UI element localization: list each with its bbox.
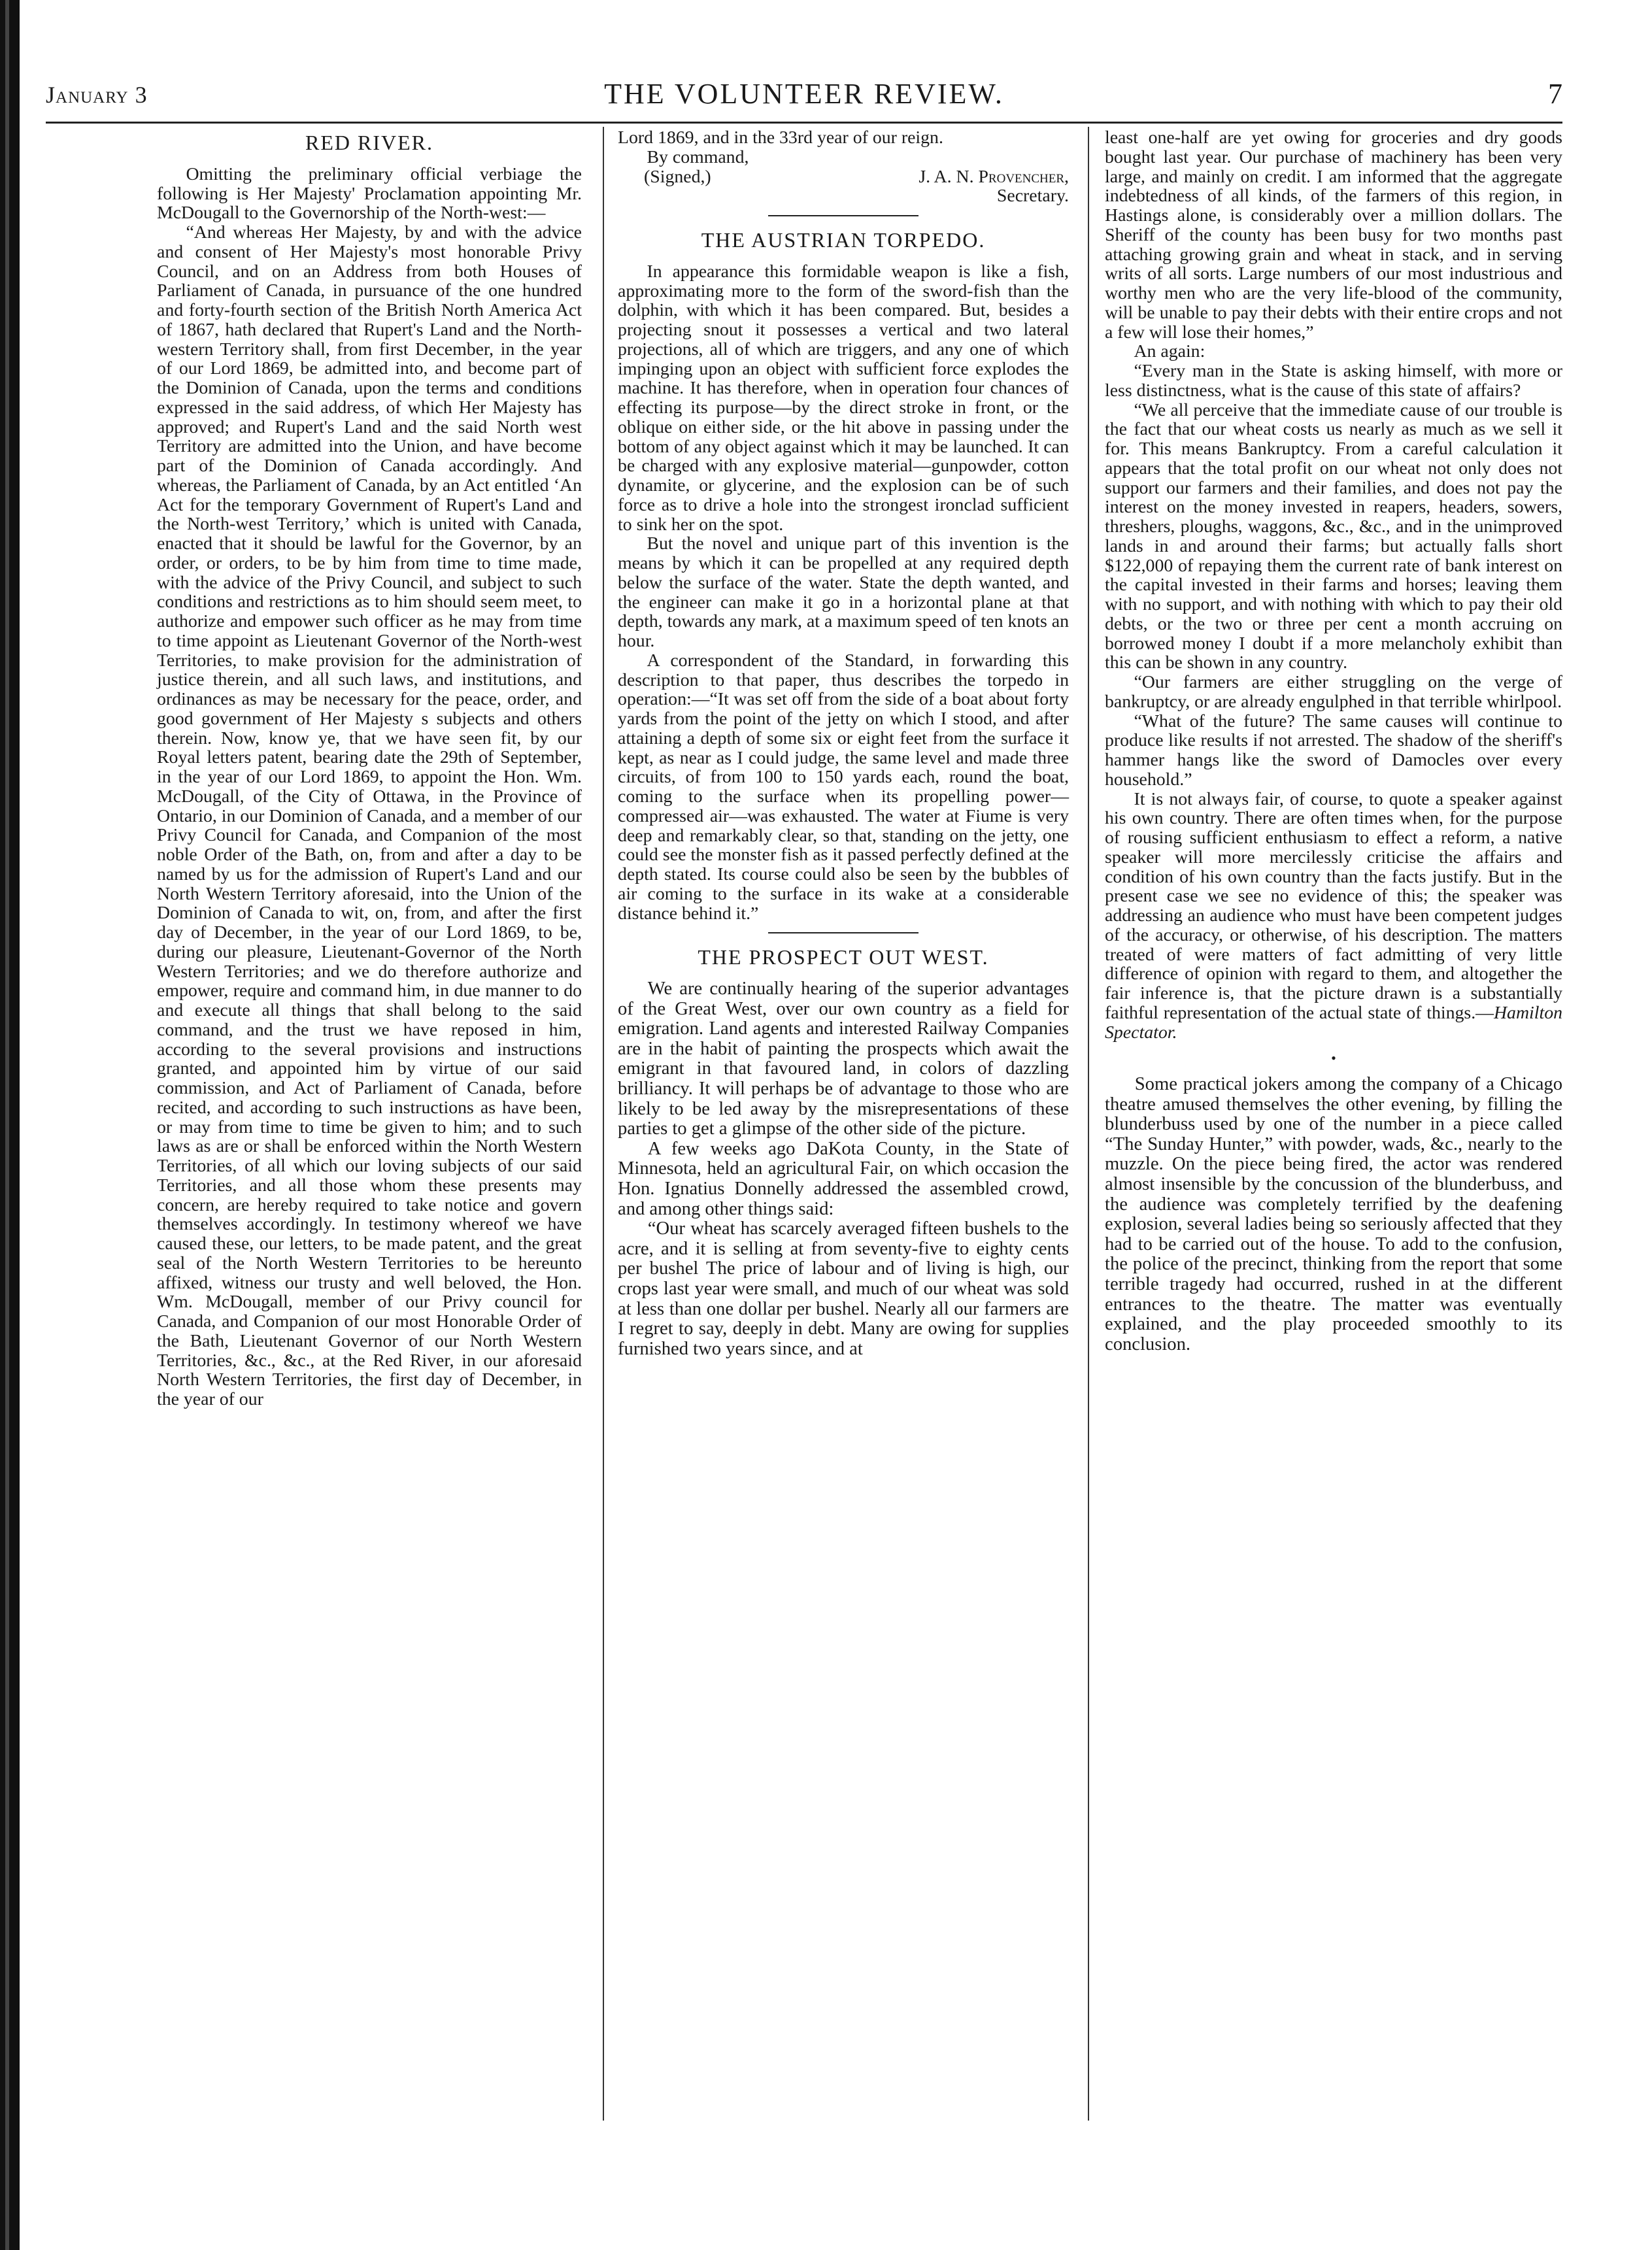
article-paragraph: “Our wheat has scarcely averaged fifteen bushels to the acre, and it is selling at from seventy-five to eighty cents per bushel The price of labour and of living is high, our crops last year were small, and much of our wheat was sold at less than one dollar per bushel. Nearly all our farmers are I regret to say, deeply in debt. Many are owing for supplies furnished two years since, and at [618, 1218, 1069, 1359]
page-header [46, 77, 1562, 116]
scan-binding-edge [0, 0, 20, 2250]
article-paragraph: “And whereas Her Majesty, by and with the advice and consent of Her Majesty's most honorable Privy Council, and on an Address from both Houses of Parliament of Canada, in pursuance of the one hundred and forty-fourth section of the British North America Act of 1867, hath declared that Rupert's Land and the North-western Territory shall, from first December, in the year of our Lord 1869, be admitted into, and become part of the Dominion of Canada, upon the terms and conditions expressed in the said address, of which Her Majesty has approved; and Rupert's Land and the said North west Territory are admitted into the Union, and have become part of the Dominion of Canada accordingly. And whereas, the Parliament of Canada, by an Act entitled ‘An Act for the temporary Government of Rupert's Land and the North-west Territory,’ which is united with Canada, enacted that it should be lawful for the Governor, by an order, or orders, to be by him from time to time made, with the advice of the Privy Council, and subject to such conditions and restrictions as to him should seem meet, to authorize and empower such officer as he may from time to time appoint as Lieutenant Governor of the North-west Territories, to make provision for the administration of justice therein, and all such laws, and institutions, and ordinances as may be necessary for the peace, order, and good government of Her Majesty s subjects and others therein. Now, know ye, that we have seen fit, by our Royal letters patent, bearing date the 29th of September, in the year of our Lord 1869, to appoint the Hon. Wm. McDougall, of the City of Ottawa, in the Province of Ontario, in our Dominion of Canada, and a member of our Privy Council for Canada, and Companion of the most noble Order of the Bath, on, from and after a day to be named by us for the admission of Rupert's Land and our North Western Territory aforesaid, into the Union of the Dominion of Canada to wit, on, from, and after the first day of December, in the year of our Lord 1869, to be, during our pleasure, Lieutenant-Governor of the North Western Territories; and we do therefore authorize and empower, require and command him, in due manner to do and execute all things that shall belong to the said command, and the trust we have reposed in him, according to the several provisions and instructions granted, and appointed him by virtue of our said commission, and Act of Parliament of Canada, before recited, and according to such instructions as have been, or may from time to time be given to him; and to such laws as are or shall be enforced within the North Western Territories, of all which our loving subjects of our said Territories, and all those whom these presents may concern, are hereby required to take notice and govern themselves accordingly. In testimony whereof we have caused these, our letters, to be made patent, and the great seal of the North Western Territories to be hereunto affixed, witness our trusty and well beloved, the Hon. Wm. McDougall, member of our Privy council for Canada, and Companion of our most Honorable Order of the Bath, Lieutenant Governor of our North Western Territories, &c., &c., at the Red River, in our aforesaid North Western Territories, the first day of December, in the year of our [157, 222, 582, 1409]
article-paragraph: But the novel and unique part of this invention is the means by which it can be propelled at any required depth below the surface of the water. State the depth wanted, and the engineer can make it go in a horizontal plane at that depth, towards any mark, at a maximum speed of ten knots an hour. [618, 533, 1069, 651]
column-1 [157, 128, 582, 1409]
article-paragraph-with-credit [1105, 790, 1562, 1043]
article-paragraph-text: It is not always fair, of course, to quote a speaker against his own country. There are often times when, for the purpose of rousing sufficient enthusiasm to effect a reform, a native speaker will more mercilessly criticise the affairs and condition of his own country than the facts justify. But in the present case we see no evidence of this; the speaker was addressing an audience who must have been competent judges of the accuracy, or otherwise, of his description. The matters treated of were matters of fact admitting of very little difference of opinion with regard to them, and altogether the fair inference is, that the picture drawn is a substantially faithful representation of the actual state of things.— [1105, 788, 1562, 1023]
scan-binding-edge-highlight [5, 0, 9, 2250]
signature-line [618, 167, 1069, 187]
page-number: 7 [1548, 78, 1562, 110]
column-divider-1 [603, 127, 604, 2121]
article-paragraph: A correspondent of the Standard, in forwarding this description to that paper, thus describes the torpedo in operation:—“It was set off from the side of a boat about forty yards from the point of the jetty on which I stood, and after attaining a depth of some six or eight feet from the surface it kept, as near as I could judge, the same level and made three circuits, of from 100 to 150 yards each, round the boat, coming to the surface when its propelling power—compressed air—was exhausted. The water at Fiume is very deep and remarkably clear, so that, standing on the jetty, one could see the monster fish as it passed perfectly defined at the depth stated. Its course could also be seen by the bubbles of air coming to the surface in its wake at a considerable distance behind it.” [618, 650, 1069, 924]
article-paragraph: An again: [1134, 341, 1205, 362]
by-command-line: By command, [647, 146, 749, 167]
article-paragraph: We are continually hearing of the superior advantages of the Great West, over our own country as a field for emigration. Land agents and interested Railway Companies are in the habit of painting the prospects which await the emigrant in that favoured land, in colors of dazzling brilliancy. It will perhaps be of advantage to those who are likely to be led away by the misrepresentations of these parties to get a glimpse of the other side of the picture. [618, 979, 1069, 1139]
article-heading-austrian-torpedo: THE AUSTRIAN TORPEDO. [701, 228, 986, 252]
section-rule [768, 215, 919, 216]
section-rule [768, 932, 919, 933]
section-separator: • [1331, 1050, 1336, 1067]
article-paragraph: A few weeks ago DaKota County, in the State of Minnesota, held an agricultural Fair, on which occasion the Hon. Ignatius Donnelly addressed the assembled crowd, and among other things said: [618, 1138, 1069, 1219]
article-paragraph: least one-half are yet owing for groceries and dry goods bought last year. Our purchase of machinery has been very large, and mainly on credit. I am informed that the aggregate indebtedness of all kinds, of the farmers of this region, in Hastings alone, is considerably over a million dollars. The Sheriff of the county has been busy for two months past attaching growing grain and wheat in stack, and in serving writs of all sorts. Large numbers of our most industrious and worthy men who are the very life-blood of the community, will be unable to pay their debts with their entire crops and not a few will lose their homes,” [1105, 127, 1562, 343]
article-paragraph: “Our farmers are either struggling on the verge of bankruptcy, or are already engulphed in that terrible whirlpool. [1105, 672, 1562, 712]
proclamation-continuation: Lord 1869, and in the 33rd year of our reign. [618, 127, 943, 148]
newspaper-title: THE VOLUNTEER REVIEW. [604, 78, 1004, 110]
signer-title: Secretary. [996, 186, 1069, 207]
article-paragraph: In appearance this formidable weapon is like a fish, approximating more to the form of the sword-fish than the dolphin, with which it has been compared. But, besides a projecting snout it possesses a vertical and two lateral projections, all of which are triggers, and any one of which impinging upon an object with sufficient force explodes the machine. It has therefore, when in operation four chances of effecting its purpose—by the direct stroke in front, or the oblique on either side, or the hit above in passing under the bottom of any object against which it may be launched. It can be charged with any explosive material—gunpowder, cotton dynamite, or glycerine, and the explosion can be of such force as to drive a hole into the strongest ironclad sufficient to sink her on the spot. [618, 261, 1069, 535]
source-credit: Hamilton Spectator. [1105, 1002, 1562, 1043]
signer-name: J. A. N. Provencher, [919, 166, 1069, 187]
header-rule [46, 122, 1562, 124]
article-paragraph: Some practical jokers among the company of a Chicago theatre amused themselves the other evening, by filling the blunderbuss used by one of the number in a piece called “The Sunday Hunter,” with powder, wads, &c., nearly to the muzzle. On the piece being fired, the actor was rendered almost insensible by the concussion of the blunderbuss, and the audience was completely terrified by the deafening explosion, several ladies being so seriously affected that they had to be carried out of the house. To add to the confusion, the police of the precinct, thinking from the report that some terrible tragedy had occurred, rushed in at the different entrances to the theatre. The matter was eventually explained, and the play proceeded smoothly to its conclusion. [1105, 1074, 1562, 1354]
issue-date: January 3 [46, 82, 148, 108]
article-heading-red-river: RED RIVER. [305, 131, 433, 154]
article-paragraph: Omitting the preliminary official verbiage the following is Her Majesty' Proclamation appointing Mr. McDougall to the Governorship of the North-west:— [157, 163, 582, 224]
column-3 [1105, 128, 1562, 1354]
article-paragraph: “We all perceive that the immediate cause of our trouble is the fact that our wheat costs us nearly as much as we sell it for. This means Bankruptcy. From a careful calculation it appears that the total profit on our wheat not only does not support our farmers and their families, and does not pay the interest on the money invested in reapers, headers, sowers, threshers, ploughs, waggons, &c., &c., and in the unimproved lands in and around their farms; but actually falls short $122,000 of repaying them the current rate of bank interest on the capital invested in their farms and horses; leaving them with no support, and with nothing with which to pay their old debts, or the two or three per cent a month accruing on borrowed money I doubt if a more melancholy exhibit than this can be shown in any country. [1105, 399, 1562, 673]
column-2 [618, 128, 1069, 1359]
article-heading-prospect-out-west: THE PROSPECT OUT WEST. [698, 945, 989, 969]
jokers-article [1105, 1075, 1562, 1354]
column-divider-2 [1088, 127, 1089, 2121]
article-paragraph: “Every man in the State is asking himself, with more or less distinctness, what is the cause of this state of affairs? [1105, 361, 1562, 401]
article-paragraph: “What of the future? The same causes will continue to produce like results if not arrested. The shadow of the sheriff's hammer hangs like the sword of Damocles over every household.” [1105, 711, 1562, 790]
prospect-article [618, 979, 1069, 1359]
signed-label: (Signed,) [644, 166, 711, 187]
